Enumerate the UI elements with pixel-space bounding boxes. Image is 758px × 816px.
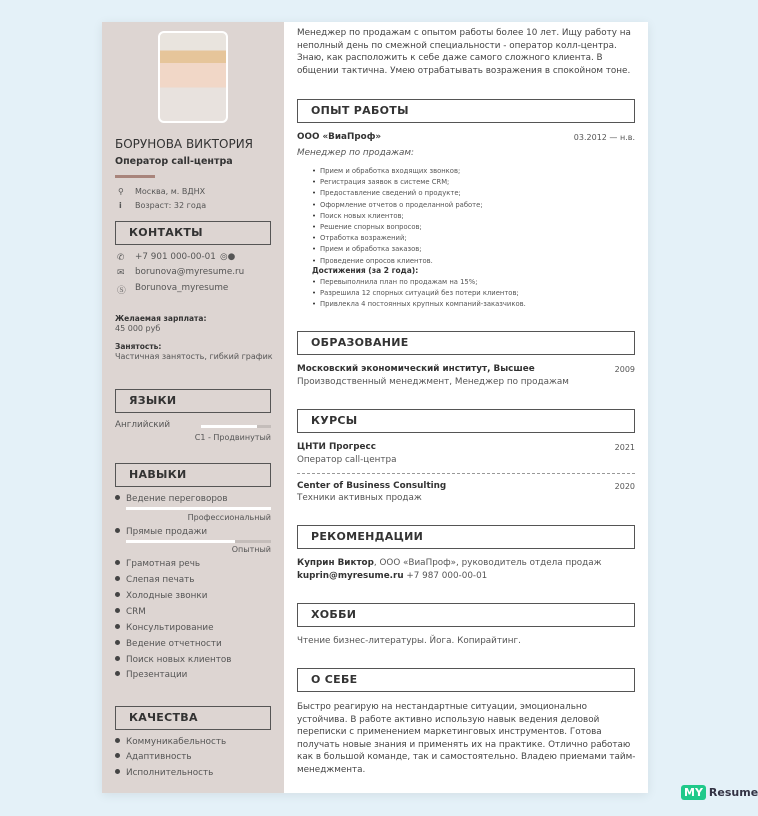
skill-item: Ведение переговоров [115,494,228,504]
skill-bar [126,540,271,543]
reference-contact [297,571,487,581]
language-name: Английский [115,420,171,430]
main-content [284,22,648,793]
job-title: Оператор call-центра [115,156,233,167]
sidebar [102,22,284,793]
course-desc: Оператор call-центра [297,455,397,465]
edu-year: 2009 [614,365,635,374]
whatsapp-telegram-icon[interactable]: ◎● [220,252,236,262]
duty-item: • Прием и обработка входящих звонков; [312,166,483,177]
work-period: 03.2012 — н.в. [573,133,635,142]
myresume-logo [681,786,758,799]
email-icon: ✉ [117,268,125,278]
ref-phone: +7 987 000-00-01 [403,571,488,581]
intro-text: Менеджер по продажам с опытом работы более 10 лет. Ищу работу на неполный день по смежной специальности - оператор колл-центра. Знаю, как расположить к себе даже самого сложного клиента. В общении тактична. Умею отрабатывать возражения в спокойном тоне. [297,28,631,76]
hobby-heading: ХОББИ [297,603,635,627]
duties-list [312,166,483,267]
edu-field: Производственный менеджмент, Менеджер по продажам [297,377,569,387]
employment-label: Занятость: [115,342,162,351]
skill-item: Поиск новых клиентов [115,655,231,665]
duty-item: • Регистрация заявок в системе CRM; [312,177,483,188]
duty-item: • Решение спорных вопросов; [312,222,483,233]
duty-item: • Проведение опросов клиентов. [312,256,483,267]
phone[interactable]: +7 901 000-00-01 [135,252,216,262]
email[interactable]: borunova@myresume.ru [135,267,245,277]
course-desc: Техники активных продаж [297,493,422,503]
course-name: Center of Business Consulting [297,481,447,491]
duty-item: • Оформление отчетов о проделанной работе; [312,200,483,211]
skill-item: CRM [115,607,146,617]
role: Менеджер по продажам: [297,148,415,158]
info-icon: i [119,201,122,210]
duty-item: • Отработка возражений; [312,233,483,244]
skill-item: Ведение отчетности [115,639,222,649]
education-heading: ОБРАЗОВАНИЕ [297,331,635,355]
edu-school: Московский экономический институт, Высшее [297,364,535,374]
achievement-item: • Перевыполнила план по продажам на 15%; [312,277,526,288]
skill-item: Прямые продажи [115,527,207,537]
skill-item: Презентации [115,670,187,680]
quality-item: Адаптивность [115,752,192,762]
accent-bar [115,175,155,178]
logo-text: Resume [708,786,758,799]
salary: 45 000 руб [115,324,161,333]
age: Возраст: 32 года [135,201,207,210]
skype[interactable]: Borunova_myresume [135,283,229,293]
courses-heading: КУРСЫ [297,409,635,433]
person-name: БОРУНОВА ВИКТОРИЯ [115,137,254,151]
duty-item: • Поиск новых клиентов; [312,211,483,222]
ref-details: , ООО «ВиаПроф», руководитель отдела продаж [373,558,602,568]
location: Москва, м. ВДНХ [135,187,206,196]
achievement-item: • Привлекла 4 постоянных крупных компаний-заказчиков. [312,299,526,310]
salary-label: Желаемая зарплата: [115,314,207,323]
language-bar [201,425,271,428]
skill-item: Консультирование [115,623,214,633]
skill-level: Опытный [231,545,271,554]
divider [297,473,635,474]
ref-name: Куприн Виктор [297,558,374,568]
references-heading: РЕКОМЕНДАЦИИ [297,525,635,549]
achievement-item: • Разрешила 12 спорных ситуаций без потери клиентов; [312,288,526,299]
language-level: C1 - Продвинутый [194,433,271,442]
location-icon: ⚲ [118,187,124,196]
achievements-title: Достижения (за 2 года): [312,266,419,275]
profile-photo [158,31,228,123]
company-name: ООО «ВиаПроф» [297,132,382,142]
contacts-heading: КОНТАКТЫ [115,221,271,245]
course-name: ЦНТИ Прогресс [297,442,376,452]
skill-bar [126,507,271,510]
experience-heading: ОПЫТ РАБОТЫ [297,99,635,123]
skill-level: Профессиональный [187,513,271,522]
reference-line [297,558,602,568]
course-year: 2020 [614,482,635,491]
skill-item: Слепая печать [115,575,194,585]
duty-item: • Предоставление сведений о продукте; [312,188,483,199]
skype-icon: Ⓢ [117,286,126,296]
quality-item: Коммуникабельность [115,737,226,747]
about-text: Быстро реагирую на нестандартные ситуации, эмоционально устойчива. В работе активно использую навык ведения деловой переписки с применением маркетинговых инструментов. Готова получать новые знания и применять их на практике. Отлично работаю как в большой команде, так и самостоятельно. Владею приемами тайм-менеджмента. [297,702,636,775]
skills-heading: НАВЫКИ [115,463,271,487]
quality-item: Исполнительность [115,768,213,778]
skill-item: Холодные звонки [115,591,207,601]
ref-email[interactable]: kuprin@myresume.ru [297,571,404,581]
about-heading: О СЕБЕ [297,668,635,692]
logo-badge: MY [681,785,706,800]
duty-item: • Прием и обработка заказов; [312,244,483,255]
achievements-list [312,277,526,311]
skill-item: Грамотная речь [115,559,200,569]
hobby-text: Чтение бизнес-литературы. Йога. Копирайтинг. [297,636,521,646]
qualities-heading: КАЧЕСТВА [115,706,271,730]
employment: Частичная занятость, гибкий график [115,352,273,361]
course-year: 2021 [614,443,635,452]
phone-icon: ✆ [117,253,125,263]
languages-heading: ЯЗЫКИ [115,389,271,413]
resume-card [102,22,648,793]
